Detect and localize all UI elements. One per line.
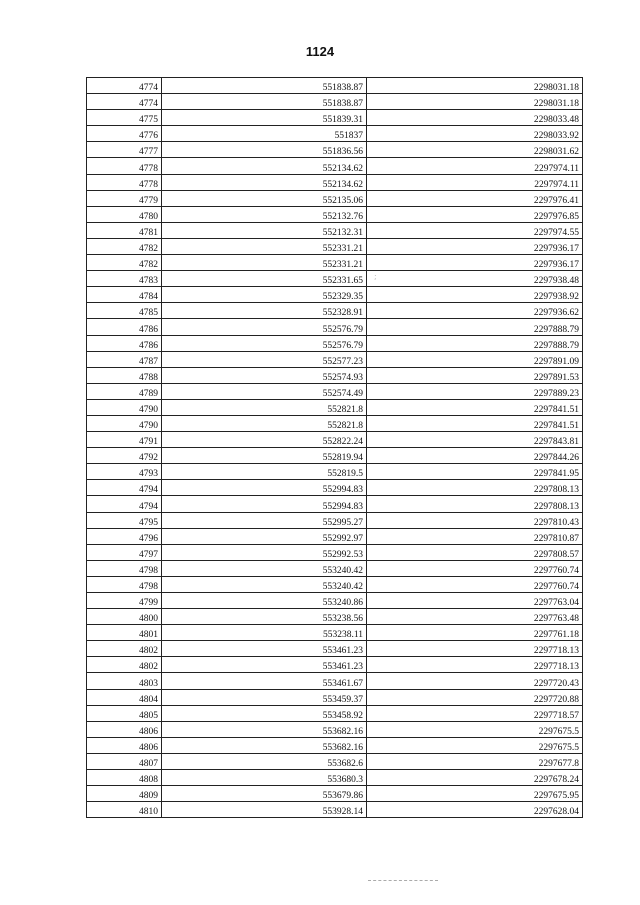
- table-row: [87, 689, 583, 705]
- x-coordinate-cell: 552331.65: [162, 271, 367, 287]
- table-row: [87, 158, 583, 174]
- y-coordinate-cell: 2297808.13: [367, 496, 583, 512]
- y-coordinate-cell: 2297938.92: [367, 287, 583, 303]
- y-coordinate-cell: 2297974.11: [367, 174, 583, 190]
- x-coordinate-cell: 553238.11: [162, 625, 367, 641]
- y-coordinate-cell: 2297891.09: [367, 351, 583, 367]
- point-id-cell: 4802: [87, 641, 162, 657]
- table-row: [87, 126, 583, 142]
- point-id-cell: 4802: [87, 657, 162, 673]
- y-coordinate-cell: 2297628.04: [367, 802, 583, 818]
- table-row: [87, 448, 583, 464]
- x-coordinate-cell: 553682.16: [162, 737, 367, 753]
- y-coordinate-cell: 2297718.57: [367, 705, 583, 721]
- table-row: [87, 351, 583, 367]
- y-coordinate-cell: 2297888.79: [367, 319, 583, 335]
- point-id-cell: 4804: [87, 689, 162, 705]
- y-coordinate-cell: 2297763.48: [367, 609, 583, 625]
- point-id-cell: 4787: [87, 351, 162, 367]
- x-coordinate-cell: 552819.5: [162, 464, 367, 480]
- point-id-cell: 4786: [87, 319, 162, 335]
- x-coordinate-cell: 553238.56: [162, 609, 367, 625]
- table-row: [87, 206, 583, 222]
- point-id-cell: 4788: [87, 367, 162, 383]
- point-id-cell: 4777: [87, 142, 162, 158]
- point-id-cell: 4797: [87, 544, 162, 560]
- point-id-cell: 4798: [87, 560, 162, 576]
- x-coordinate-cell: 552576.79: [162, 335, 367, 351]
- x-coordinate-cell: 553679.86: [162, 786, 367, 802]
- table-row: [87, 512, 583, 528]
- point-id-cell: 4801: [87, 625, 162, 641]
- y-coordinate-cell: 2297761.18: [367, 625, 583, 641]
- table-row: [87, 110, 583, 126]
- table-row: [87, 287, 583, 303]
- x-coordinate-cell: 552822.24: [162, 432, 367, 448]
- table-row: [87, 544, 583, 560]
- point-id-cell: 4782: [87, 238, 162, 254]
- x-coordinate-cell: 552994.83: [162, 480, 367, 496]
- x-coordinate-cell: 551838.87: [162, 78, 367, 94]
- point-id-cell: 4775: [87, 110, 162, 126]
- y-coordinate-cell: 2297936.17: [367, 255, 583, 271]
- y-coordinate-cell: 2297810.87: [367, 528, 583, 544]
- y-coordinate-cell: 2297718.13: [367, 641, 583, 657]
- y-coordinate-cell: 2297938.48: [367, 271, 583, 287]
- y-coordinate-cell: 2297675.95: [367, 786, 583, 802]
- point-id-cell: 4799: [87, 593, 162, 609]
- table-row: [87, 593, 583, 609]
- x-coordinate-cell: 552132.31: [162, 222, 367, 238]
- x-coordinate-cell: 552819.94: [162, 448, 367, 464]
- x-coordinate-cell: 553680.3: [162, 770, 367, 786]
- x-coordinate-cell: 552329.35: [162, 287, 367, 303]
- y-coordinate-cell: 2297841.51: [367, 415, 583, 431]
- x-coordinate-cell: 552135.06: [162, 190, 367, 206]
- point-id-cell: 4805: [87, 705, 162, 721]
- x-coordinate-cell: 553461.67: [162, 673, 367, 689]
- table-row: [87, 383, 583, 399]
- point-id-cell: 4794: [87, 496, 162, 512]
- point-id-cell: 4784: [87, 287, 162, 303]
- point-id-cell: 4810: [87, 802, 162, 818]
- point-id-cell: 4803: [87, 673, 162, 689]
- table-row: [87, 222, 583, 238]
- x-coordinate-cell: 552821.8: [162, 399, 367, 415]
- table-row: [87, 464, 583, 480]
- table-row: [87, 528, 583, 544]
- point-id-cell: 4774: [87, 78, 162, 94]
- table-row: [87, 335, 583, 351]
- table-row: [87, 303, 583, 319]
- x-coordinate-cell: 552995.27: [162, 512, 367, 528]
- point-id-cell: 4809: [87, 786, 162, 802]
- table-row: [87, 786, 583, 802]
- y-coordinate-cell: 2298033.48: [367, 110, 583, 126]
- y-coordinate-cell: 2297808.57: [367, 544, 583, 560]
- table-row: [87, 625, 583, 641]
- x-coordinate-cell: 552577.23: [162, 351, 367, 367]
- y-coordinate-cell: 2297976.85: [367, 206, 583, 222]
- table-row: [87, 78, 583, 94]
- point-id-cell: 4776: [87, 126, 162, 142]
- table-row: [87, 641, 583, 657]
- point-id-cell: 4782: [87, 255, 162, 271]
- x-coordinate-cell: 553928.14: [162, 802, 367, 818]
- y-coordinate-cell: 2297718.13: [367, 657, 583, 673]
- y-coordinate-cell: 2298031.18: [367, 78, 583, 94]
- point-id-cell: 4790: [87, 415, 162, 431]
- table-row: [87, 271, 583, 287]
- point-id-cell: 4800: [87, 609, 162, 625]
- point-id-cell: 4793: [87, 464, 162, 480]
- table-row: [87, 255, 583, 271]
- page-number: 1124: [305, 44, 335, 59]
- y-coordinate-cell: 2297810.43: [367, 512, 583, 528]
- y-coordinate-cell: 2297891.53: [367, 367, 583, 383]
- table-row: [87, 190, 583, 206]
- x-coordinate-cell: 551837: [162, 126, 367, 142]
- point-id-cell: 4808: [87, 770, 162, 786]
- x-coordinate-cell: 552331.21: [162, 255, 367, 271]
- table-row: [87, 415, 583, 431]
- point-id-cell: 4798: [87, 576, 162, 592]
- x-coordinate-cell: 552821.8: [162, 415, 367, 431]
- y-coordinate-cell: 2297844.26: [367, 448, 583, 464]
- table-row: [87, 432, 583, 448]
- x-coordinate-cell: 553682.16: [162, 721, 367, 737]
- point-id-cell: 4789: [87, 383, 162, 399]
- x-coordinate-cell: 552331.21: [162, 238, 367, 254]
- point-id-cell: 4806: [87, 721, 162, 737]
- table-row: [87, 142, 583, 158]
- point-id-cell: 4796: [87, 528, 162, 544]
- table-row: [87, 576, 583, 592]
- table-row: [87, 238, 583, 254]
- y-coordinate-cell: 2298033.92: [367, 126, 583, 142]
- point-id-cell: 4779: [87, 190, 162, 206]
- y-coordinate-cell: 2297841.95: [367, 464, 583, 480]
- point-id-cell: 4792: [87, 448, 162, 464]
- x-coordinate-cell: 553240.86: [162, 593, 367, 609]
- table-row: [87, 480, 583, 496]
- table-row: [87, 174, 583, 190]
- y-coordinate-cell: 2297976.41: [367, 190, 583, 206]
- y-coordinate-cell: 2297760.74: [367, 576, 583, 592]
- y-coordinate-cell: 2297675.5: [367, 737, 583, 753]
- table-row: [87, 753, 583, 769]
- table-row: [87, 399, 583, 415]
- x-coordinate-cell: 552134.62: [162, 158, 367, 174]
- point-id-cell: 4774: [87, 94, 162, 110]
- x-coordinate-cell: 553461.23: [162, 657, 367, 673]
- coordinates-table-body: [87, 78, 583, 818]
- x-coordinate-cell: 552576.79: [162, 319, 367, 335]
- y-coordinate-cell: 2298031.62: [367, 142, 583, 158]
- x-coordinate-cell: 552992.53: [162, 544, 367, 560]
- point-id-cell: 4795: [87, 512, 162, 528]
- x-coordinate-cell: 553461.23: [162, 641, 367, 657]
- table-row: [87, 721, 583, 737]
- x-coordinate-cell: 552574.93: [162, 367, 367, 383]
- x-coordinate-cell: 551839.31: [162, 110, 367, 126]
- point-id-cell: 4794: [87, 480, 162, 496]
- y-coordinate-cell: 2297675.5: [367, 721, 583, 737]
- x-coordinate-cell: 552992.97: [162, 528, 367, 544]
- y-coordinate-cell: 2297760.74: [367, 560, 583, 576]
- point-id-cell: 4783: [87, 271, 162, 287]
- scan-line: [368, 880, 438, 881]
- y-coordinate-cell: 2297974.11: [367, 158, 583, 174]
- table-row: [87, 496, 583, 512]
- y-coordinate-cell: 2297677.8: [367, 753, 583, 769]
- x-coordinate-cell: 553240.42: [162, 576, 367, 592]
- point-id-cell: 4806: [87, 737, 162, 753]
- x-coordinate-cell: 553682.6: [162, 753, 367, 769]
- x-coordinate-cell: 551838.87: [162, 94, 367, 110]
- y-coordinate-cell: 2297889.23: [367, 383, 583, 399]
- y-coordinate-cell: 2297720.43: [367, 673, 583, 689]
- point-id-cell: 4791: [87, 432, 162, 448]
- x-coordinate-cell: 552134.62: [162, 174, 367, 190]
- y-coordinate-cell: 2297936.62: [367, 303, 583, 319]
- table-row: [87, 770, 583, 786]
- point-id-cell: 4790: [87, 399, 162, 415]
- scan-mark: ;: [374, 272, 377, 281]
- x-coordinate-cell: 553240.42: [162, 560, 367, 576]
- table-row: [87, 367, 583, 383]
- table-row: [87, 560, 583, 576]
- y-coordinate-cell: 2297841.51: [367, 399, 583, 415]
- x-coordinate-cell: 552132.76: [162, 206, 367, 222]
- x-coordinate-cell: 552574.49: [162, 383, 367, 399]
- point-id-cell: 4781: [87, 222, 162, 238]
- y-coordinate-cell: 2297843.81: [367, 432, 583, 448]
- y-coordinate-cell: 2297888.79: [367, 335, 583, 351]
- x-coordinate-cell: 552994.83: [162, 496, 367, 512]
- x-coordinate-cell: 551836.56: [162, 142, 367, 158]
- coordinates-table: [86, 77, 583, 818]
- y-coordinate-cell: 2297720.88: [367, 689, 583, 705]
- table-row: [87, 319, 583, 335]
- point-id-cell: 4778: [87, 158, 162, 174]
- table-row: [87, 94, 583, 110]
- table-row: [87, 737, 583, 753]
- y-coordinate-cell: 2297763.04: [367, 593, 583, 609]
- table-row: [87, 705, 583, 721]
- table-row: [87, 802, 583, 818]
- y-coordinate-cell: 2297808.13: [367, 480, 583, 496]
- point-id-cell: 4785: [87, 303, 162, 319]
- y-coordinate-cell: 2297936.17: [367, 238, 583, 254]
- y-coordinate-cell: 2297678.24: [367, 770, 583, 786]
- y-coordinate-cell: 2297974.55: [367, 222, 583, 238]
- table-row: [87, 673, 583, 689]
- table-row: [87, 609, 583, 625]
- x-coordinate-cell: 552328.91: [162, 303, 367, 319]
- point-id-cell: 4780: [87, 206, 162, 222]
- point-id-cell: 4807: [87, 753, 162, 769]
- point-id-cell: 4786: [87, 335, 162, 351]
- table-row: [87, 657, 583, 673]
- x-coordinate-cell: 553459.37: [162, 689, 367, 705]
- point-id-cell: 4778: [87, 174, 162, 190]
- y-coordinate-cell: 2298031.18: [367, 94, 583, 110]
- x-coordinate-cell: 553458.92: [162, 705, 367, 721]
